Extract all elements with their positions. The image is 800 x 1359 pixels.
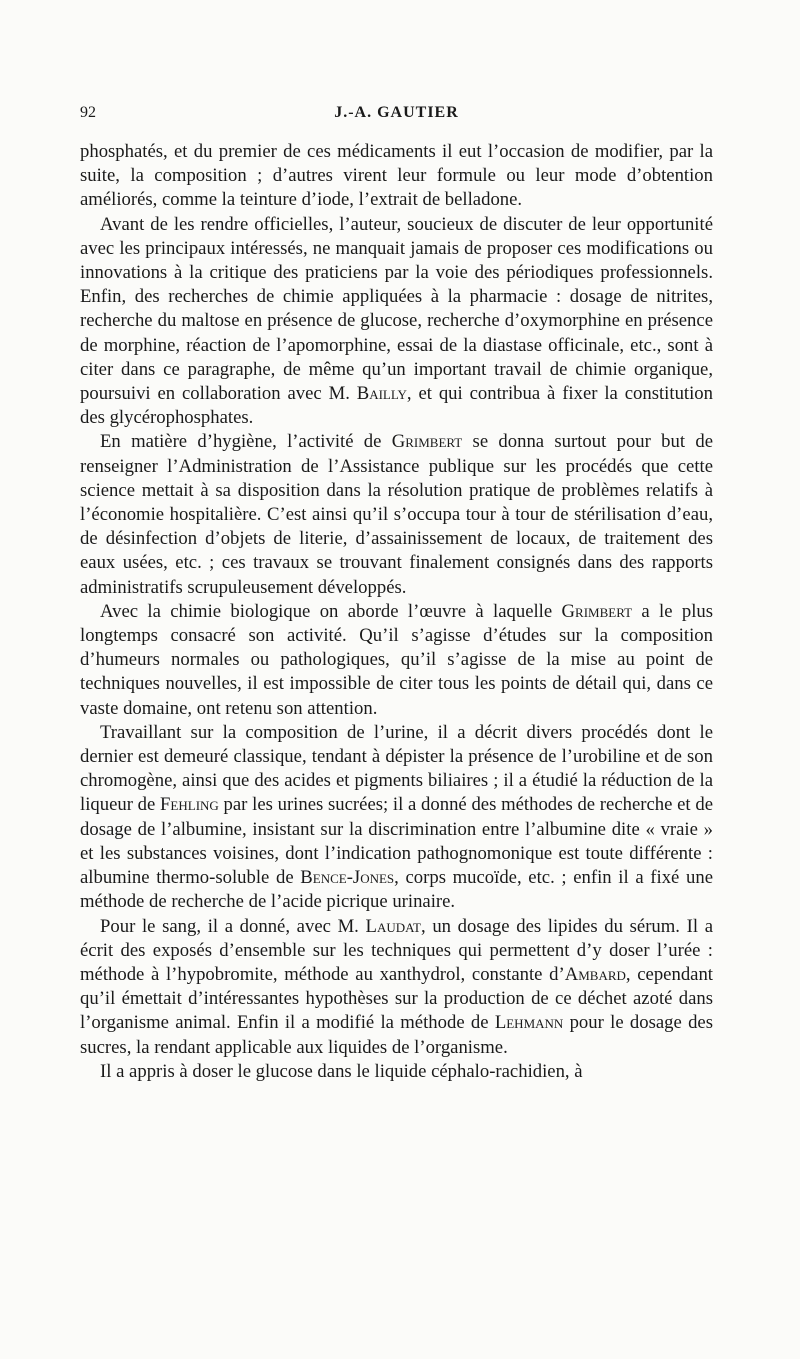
text-run: , un dosage des lipides du sérum. Il a écrit des exposés d’ensemble sur les techniques qui permettent d’y doser l’urée : méthode à l’hypobromite, méthode au xanthydrol, constante d’ [80,915,713,985]
page-header [80,104,713,128]
text-run: pour le dosage des sucres, la rendant applicable aux liquides de l’organisme. [80,1012,713,1058]
author-name: Ambard [564,963,626,985]
paragraph [80,140,713,213]
text-run: En matière d’hygiène, l’activité de [100,431,392,453]
text-run: , cependant qu’il émettait d’intéressantes hypothèses sur la production de ce déchet azoté dans l’organisme animal. Enfin il a modifié la méthode de [80,963,713,1034]
author-name: Bailly [356,383,407,405]
paragraph [80,600,713,721]
paragraph [80,1060,713,1084]
author-name: Laudat [365,915,421,937]
author-name: Fehling [160,794,219,816]
running-head: J.-A. GAUTIER [334,104,459,121]
page-number: 92 [80,104,96,121]
body-text [80,140,713,1084]
paragraph [80,213,713,431]
author-name: Grimbert [561,600,633,622]
text-run: a le plus longtemps consacré son activité. Qu’il s’agisse d’études sur la composition d’humeurs normales ou pathologiques, qu’il s’agisse de la mise au point de techniques nouvelles, il est impossible de citer tous les points de détail qui, dans ce vaste domaine, ont retenu son attention. [80,600,714,719]
text-run: , corps mucoïde, etc. ; enfin il a fixé une méthode de recherche de l’acide picrique urinaire. [80,867,713,913]
text-run: Il a appris à doser le glucose dans le liquide céphalo-rachidien, à [100,1060,583,1082]
paragraph [80,430,713,599]
text-run: par les urines sucrées; il a donné des méthodes de recherche et de dosage de l’albumine, insistant sur la discrimination entre l’albumine dite « vraie » et les substances voisines, dont l’indication pathognomonique est toute différente : albumine thermo-soluble de [80,794,713,889]
text-run: , et qui contribua à fixer la constitution des glycérophosphates. [80,383,713,429]
text-run: Travaillant sur la composition de l’urine, il a décrit divers procédés dont le dernier est demeuré classique, tendant à dépister la présence de l’urobiline et de son chromogène, ainsi que des acides et pigments biliaires ; il a étudié la réduction de la liqueur de [80,721,713,816]
author-name: Grimbert [391,431,463,453]
text-run: Avant de les rendre officielles, l’auteur, soucieux de discuter de leur opportunité avec les principaux intéressés, ne manquait jamais de proposer ces modifications ou innovations à la critique des praticiens par la voie des périodiques professionnels. Enfin, des recherches de chimie appliquées à la pharmacie : dosage de nitrites, recherche du maltose en présence de glucose, recherche d’oxymorphine en présence de morphine, réaction de l’apomorphine, essai de la diastase officinale, etc., sont à citer dans ce paragraphe, de même qu’un important travail de chimie organique, poursuivi en collaboration avec M. [80,213,713,405]
text-run: Avec la chimie biologique on aborde l’œuvre à laquelle [100,600,562,622]
text-run: Pour le sang, il a donné, avec M. [100,915,366,937]
author-name: Lehmann [494,1012,564,1034]
paragraph [80,721,713,915]
author-name: Bence-Jones [300,867,395,889]
paragraph [80,915,713,1060]
text-run: phosphatés, et du premier de ces médicaments il eut l’occasion de modifier, par la suite, la composition ; d’autres virent leur formule ou leur mode d’obtention améliorés, comme la teinture d’iode, l’extrait de belladone. [80,141,713,211]
text-run: se donna surtout pour but de renseigner l’Administration de l’Assistance publique sur les procédés que cette science mettait à sa disposition dans la résolution pratique de problèmes relatifs à l’économie hospitalière. C’est ainsi qu’il s’occupa tour à tour de stérilisation d’eau, de désinfection d’objets de literie, d’assainissement de locaux, de traitement des eaux usées, etc. ; ces travaux se trouvant finalement consignés dans des rapports administratifs scrupuleusement développés. [80,431,713,598]
